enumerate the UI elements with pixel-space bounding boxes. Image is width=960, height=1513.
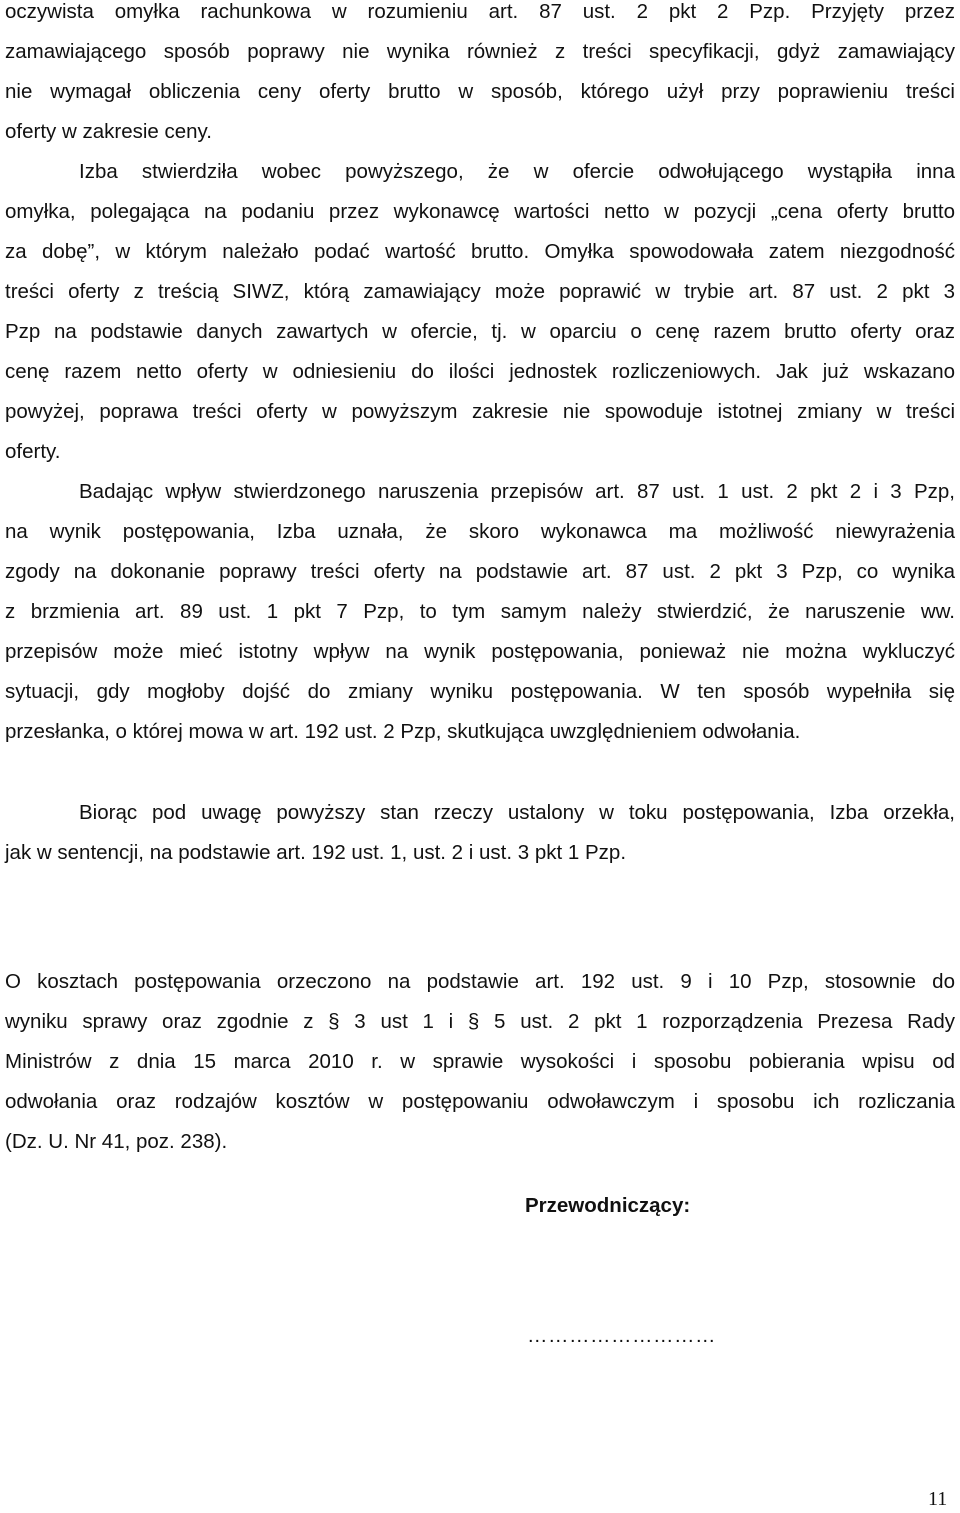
signature-label: Przewodniczący: xyxy=(525,1194,691,1217)
page-number: 11 xyxy=(928,1488,948,1510)
text-line: Biorąc pod uwagę powyższy stan rzeczy ustalony w toku postępowania, Izba orzekła, xyxy=(79,801,955,824)
text-line: omyłka, polegająca na podaniu przez wykonawcę wartości netto w pozycji „cena oferty brutto xyxy=(5,200,955,223)
text-line: przesłanka, o której mowa w art. 192 ust. 2 Pzp, skutkująca uwzględnieniem odwołania. xyxy=(5,720,801,743)
text-line: O kosztach postępowania orzeczono na podstawie art. 192 ust. 9 i 10 Pzp, stosownie do xyxy=(5,970,955,993)
signature-line: ……………………… xyxy=(527,1324,716,1347)
text-line: nie wymagał obliczenia ceny oferty brutto w sposób, którego użył przy poprawieniu treści xyxy=(5,80,955,103)
text-line: z brzmienia art. 89 ust. 1 pkt 7 Pzp, to tym samym należy stwierdzić, że naruszenie ww. xyxy=(5,600,955,623)
text-line: wyniku sprawy oraz zgodnie z § 3 ust 1 i § 5 ust. 2 pkt 1 rozporządzenia Prezesa Rady xyxy=(5,1010,955,1033)
text-line: treści oferty z treścią SIWZ, którą zamawiający może poprawić w trybie art. 87 ust. 2 pkt 3 xyxy=(5,280,955,303)
text-line: sytuacji, gdy mogłoby dojść do zmiany wyniku postępowania. W ten sposób wypełniła się xyxy=(5,680,955,703)
text-line: oczywista omyłka rachunkowa w rozumieniu art. 87 ust. 2 pkt 2 Pzp. Przyjęty przez xyxy=(5,0,955,23)
text-line: powyżej, poprawa treści oferty w powyższym zakresie nie spowoduje istotnej zmiany w treści xyxy=(5,400,955,423)
text-line: Badając wpływ stwierdzonego naruszenia przepisów art. 87 ust. 1 ust. 2 pkt 2 i 3 Pzp, xyxy=(79,480,955,503)
text-line: oferty w zakresie ceny. xyxy=(5,120,212,143)
text-line: Ministrów z dnia 15 marca 2010 r. w sprawie wysokości i sposobu pobierania wpisu od xyxy=(5,1050,955,1073)
text-line: Izba stwierdziła wobec powyższego, że w ofercie odwołującego wystąpiła inna xyxy=(79,160,955,183)
text-line: przepisów może mieć istotny wpływ na wynik postępowania, ponieważ nie można wykluczyć xyxy=(5,640,955,663)
text-line: odwołania oraz rodzajów kosztów w postępowaniu odwoławczym i sposobu ich rozliczania xyxy=(5,1090,955,1113)
text-line: Pzp na podstawie danych zawartych w ofercie, tj. w oparciu o cenę razem brutto oferty oraz xyxy=(5,320,955,343)
text-line: na wynik postępowania, Izba uznała, że skoro wykonawca ma możliwość niewyrażenia xyxy=(5,520,955,543)
text-line: jak w sentencji, na podstawie art. 192 ust. 1, ust. 2 i ust. 3 pkt 1 Pzp. xyxy=(5,841,627,864)
text-line: za dobę”, w którym należało podać wartość brutto. Omyłka spowodowała zatem niezgodność xyxy=(5,240,955,263)
text-line: cenę razem netto oferty w odniesieniu do ilości jednostek rozliczeniowych. Jak już wskazano xyxy=(5,360,955,383)
text-line: zamawiającego sposób poprawy nie wynika również z treści specyfikacji, gdyż zamawiający xyxy=(5,40,955,63)
text-line: (Dz. U. Nr 41, poz. 238). xyxy=(5,1130,228,1153)
text-line: oferty. xyxy=(5,440,61,463)
text-line: zgody na dokonanie poprawy treści oferty na podstawie art. 87 ust. 2 pkt 3 Pzp, co wynika xyxy=(5,560,955,583)
